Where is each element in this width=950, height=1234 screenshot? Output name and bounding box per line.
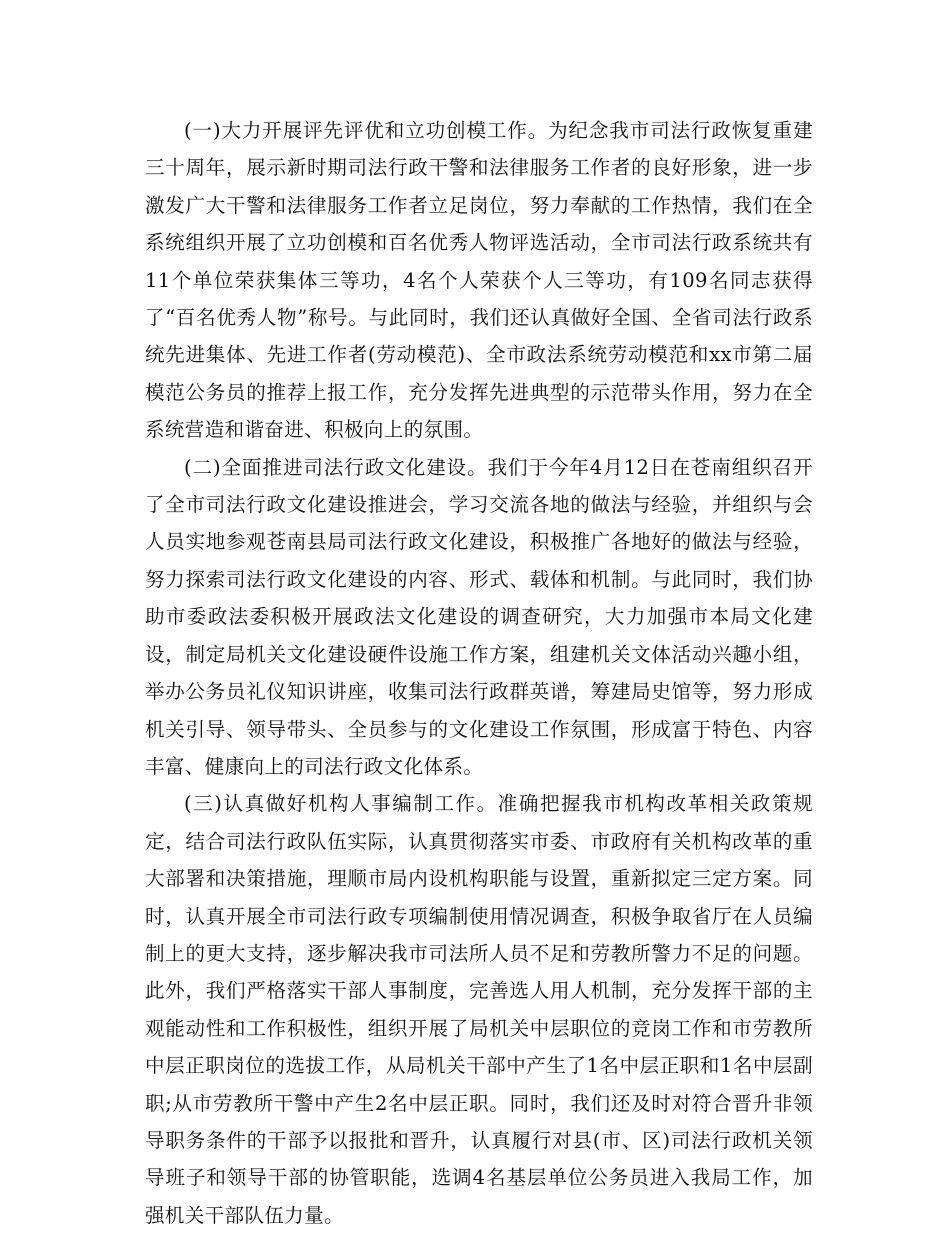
paragraph-personnel: (三)认真做好机构人事编制工作。准确把握我市机构改革相关政策规定，结合司法行政队伍实际，认真贯彻落实市委、市政府有关机构改革的重大部署和决策措施，理顺市局内设机构职能与设置，重新拟定三定方案。同时，认真开展全市司法行政专项编制使用情况调查，积极争取省厅在人员编制上的更大支持，逐步解决我市司法所人员不足和劳教所警力不足的问题。此外，我们严格落实干部人事制度，完善选人用人机制，充分发挥干部的主观能动性和工作积极性，组织开展了局机关中层职位的竞岗工作和市劳教所中层正职岗位的选拔工作，从局机关干部中产生了1名中层正职和1名中层副职;从市劳教所干警中产生2名中层正职。同时，我们还及时对符合晋升非领导职务条件的干部予以报批和晋升，认真履行对县(市、区)司法行政机关领导班子和领导干部的协管职能，选调4名基层单位公务员进入我局工作，加强机关干部队伍力量。 <box>145 792 813 1227</box>
paragraph-awards: (一)大力开展评先评优和立功创模工作。为纪念我市司法行政恢复重建三十周年，展示新时期司法行政干警和法律服务工作者的良好形象，进一步激发广大干警和法律服务工作者立足岗位，努力奉献的工作热情，我们在全系统组织开展了立功创模和百名优秀人物评选活动，全市司法行政系统共有11个单位荣获集体三等功，4名个人荣获个人三等功，有109名同志获得了“百名优秀人物”称号。与此同时，我们还认真做好全国、全省司法行政系统先进集体、先进工作者(劳动模范)、全市政法系统劳动模范和xx市第二届模范公务员的推荐上报工作，充分发挥先进典型的示范带头作用，努力在全系统营造和谐奋进、积极向上的氛围。 <box>145 119 813 442</box>
document-body <box>145 112 813 1234</box>
paragraph-culture: (二)全面推进司法行政文化建设。我们于今年4月12日在苍南组织召开了全市司法行政文化建设推进会，学习交流各地的做法与经验，并组织与会人员实地参观苍南县局司法行政文化建设，积极推广各地好的做法与经验，努力探索司法行政文化建设的内容、形式、载体和机制。与此同时，我们协助市委政法委积极开展政法文化建设的调查研究，大力加强市本局文化建设，制定局机关文化建设硬件设施工作方案，组建机关文体活动兴趣小组，举办公务员礼仪知识讲座，收集司法行政群英谱，筹建局史馆等，努力形成机关引导、领导带头、全员参与的文化建设工作氛围，形成富于特色、内容丰富、健康向上的司法行政文化体系。 <box>145 455 813 778</box>
